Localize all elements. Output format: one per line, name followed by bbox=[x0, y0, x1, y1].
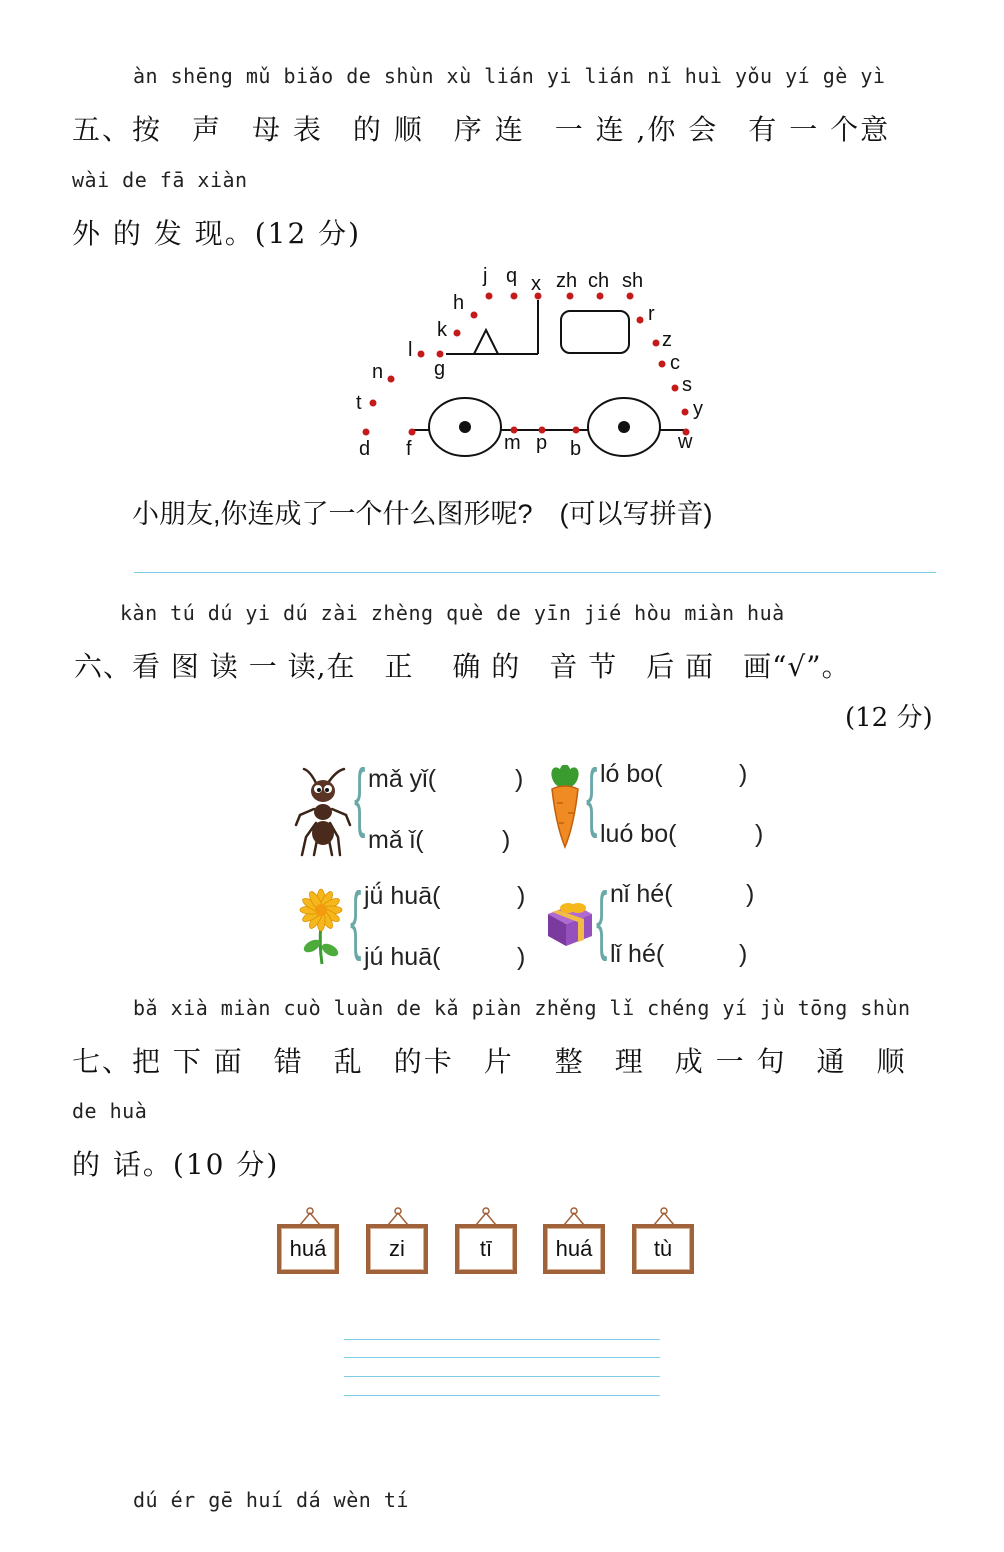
label-zh: zh bbox=[556, 270, 578, 292]
q6-title: 六、看 图 读 一 读,在 正 确 的 音 节 后 面 画“√”。 bbox=[74, 650, 851, 683]
label-d: d bbox=[359, 438, 371, 460]
label-l: l bbox=[408, 339, 413, 361]
q6-score: (12 分) bbox=[845, 703, 933, 733]
word-card-1[interactable]: huá bbox=[277, 1224, 339, 1274]
carrot-brace: { bbox=[586, 754, 598, 839]
word-card-3[interactable]: tī bbox=[455, 1224, 517, 1274]
label-p: p bbox=[536, 432, 548, 454]
chrysanthemum-brace: { bbox=[350, 877, 362, 962]
ant-option-2[interactable]: mǎ ǐ( bbox=[368, 826, 424, 854]
gift-box-icon bbox=[544, 900, 596, 950]
dot-d bbox=[363, 429, 370, 436]
label-ch: ch bbox=[588, 270, 610, 292]
label-q: q bbox=[506, 265, 518, 287]
q5-pinyin-line2: wài de fā xiàn bbox=[72, 168, 248, 192]
gift-box-brace: { bbox=[596, 877, 608, 962]
q7-pinyin-line1: bǎ xià miàn cuò luàn de kǎ piàn zhěng lǐ chéng yí jù tōng shùn bbox=[133, 996, 911, 1020]
word-card-5[interactable]: tù bbox=[632, 1224, 694, 1274]
q6-pinyin: kàn tú dú yi dú zài zhèng què de yīn jié hòu miàn huà bbox=[120, 601, 785, 625]
label-w: w bbox=[678, 431, 693, 453]
carrot-option-2-close: ) bbox=[755, 820, 764, 848]
gift-box-option-1-close: ) bbox=[746, 880, 755, 908]
q5-pinyin-line1: àn shēng mǔ biǎo de shùn xù lián yi lián nǐ huì yǒu yí gè yì bbox=[133, 64, 886, 88]
label-b: b bbox=[570, 438, 582, 460]
carrot-option-1-close: ) bbox=[739, 760, 748, 788]
writing-line-4[interactable] bbox=[344, 1395, 660, 1396]
carrot-icon bbox=[544, 765, 586, 849]
dot-sh bbox=[627, 293, 634, 300]
q5-question: 小朋友,你连成了一个什么图形呢? (可以写拼音) bbox=[132, 499, 713, 529]
label-s: s bbox=[682, 374, 692, 396]
chrysanthemum-option-1-close: ) bbox=[517, 882, 526, 910]
label-k: k bbox=[437, 319, 447, 341]
ant-icon bbox=[292, 765, 354, 859]
chrysanthemum-option-2-close: ) bbox=[517, 943, 526, 971]
gift-box-option-2-close: ) bbox=[739, 940, 748, 968]
label-j: j bbox=[483, 265, 488, 287]
label-f: f bbox=[406, 438, 412, 460]
writing-line-1[interactable] bbox=[344, 1339, 660, 1340]
word-card-2[interactable]: zi bbox=[366, 1224, 428, 1274]
dot-k bbox=[454, 330, 461, 337]
word-card-4[interactable]: huá bbox=[543, 1224, 605, 1274]
label-m: m bbox=[504, 432, 521, 454]
q5-title-line1: 五、按 声 母 表 的 顺 序 连 一 连 ,你 会 有 一 个意 bbox=[72, 113, 891, 146]
dot-c bbox=[659, 361, 666, 368]
label-x: x bbox=[531, 273, 541, 295]
ant-brace: { bbox=[354, 754, 366, 839]
dot-f bbox=[409, 429, 416, 436]
chrysanthemum-option-1[interactable]: jǘ huā( bbox=[364, 882, 441, 910]
gift-box-option-1[interactable]: nǐ hé( bbox=[610, 880, 673, 908]
ant-option-2-close: ) bbox=[502, 826, 511, 854]
wheel-hub-front bbox=[459, 421, 471, 433]
car-steering-wheel bbox=[474, 330, 498, 354]
carrot-option-2[interactable]: luó bo( bbox=[600, 820, 677, 848]
dot-zh bbox=[567, 293, 574, 300]
dot-j bbox=[486, 293, 493, 300]
label-r: r bbox=[648, 303, 655, 325]
dot-l bbox=[418, 351, 425, 358]
wheel-hub-rear bbox=[618, 421, 630, 433]
ant-option-1-close: ) bbox=[515, 765, 524, 793]
label-sh: sh bbox=[622, 270, 644, 292]
dot-g bbox=[437, 351, 444, 358]
car-dot-puzzle bbox=[0, 0, 1004, 470]
car-window bbox=[561, 311, 629, 353]
dot-q bbox=[511, 293, 518, 300]
dot-h bbox=[471, 312, 478, 319]
label-y: y bbox=[693, 398, 703, 420]
dot-s bbox=[672, 385, 679, 392]
q5-answer-line[interactable] bbox=[134, 572, 936, 573]
carrot-option-1[interactable]: ló bo( bbox=[600, 760, 663, 788]
ant-option-1[interactable]: mǎ yǐ( bbox=[368, 765, 437, 793]
q8-pinyin: dú ér gē huí dá wèn tí bbox=[133, 1488, 409, 1512]
writing-line-2[interactable] bbox=[344, 1357, 660, 1358]
q5-title-line2: 外 的 发 现。(12 分) bbox=[72, 217, 362, 250]
dot-z bbox=[653, 340, 660, 347]
label-n: n bbox=[372, 361, 384, 383]
q7-title-line2: 的 话。(10 分) bbox=[72, 1148, 280, 1181]
label-h: h bbox=[453, 292, 465, 314]
dot-t bbox=[370, 400, 377, 407]
label-g: g bbox=[434, 358, 446, 380]
dot-y bbox=[682, 409, 689, 416]
dot-r bbox=[637, 317, 644, 324]
dot-ch bbox=[597, 293, 604, 300]
chrysanthemum-icon bbox=[292, 888, 350, 966]
label-z: z bbox=[662, 329, 672, 351]
chrysanthemum-option-2[interactable]: jú huā( bbox=[364, 943, 441, 971]
q7-pinyin-line2: de huà bbox=[72, 1099, 148, 1123]
gift-box-option-2[interactable]: lǐ hé( bbox=[610, 940, 665, 968]
label-t: t bbox=[356, 392, 362, 414]
dot-b bbox=[573, 427, 580, 434]
q7-title-line1: 七、把 下 面 错 乱 的卡 片 整 理 成 一 句 通 顺 bbox=[72, 1045, 907, 1078]
label-c: c bbox=[670, 352, 680, 374]
writing-line-3[interactable] bbox=[344, 1376, 660, 1377]
dot-n bbox=[388, 376, 395, 383]
